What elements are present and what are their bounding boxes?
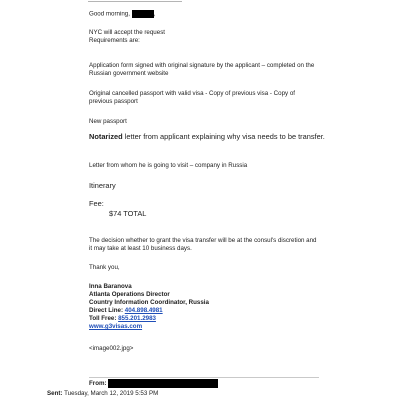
greeting-text: Good morning, xyxy=(89,10,130,18)
signature-role: Country Information Coordinator, Russia xyxy=(89,299,209,306)
signature-title: Atlanta Operations Director xyxy=(89,291,170,298)
greeting-line xyxy=(89,10,155,19)
decision-paragraph: The decision whether to grant the visa transfer will be at the consul's discretion and it may take at least 10 business days. xyxy=(89,237,317,252)
fee-label: Fee: xyxy=(89,199,104,208)
requirement-new-passport: New passport xyxy=(89,118,127,125)
intro-line-1: NYC will accept the request xyxy=(89,29,166,36)
fee-total: $74 TOTAL xyxy=(109,209,147,218)
header-divider xyxy=(89,377,319,378)
sent-value: Tuesday, March 12, 2019 5:53 PM xyxy=(62,390,159,397)
sent-label: Sent: xyxy=(47,390,63,397)
notarized-word: Notarized xyxy=(89,132,123,141)
toll-free-label: Toll Free: xyxy=(89,315,119,322)
direct-line-link[interactable]: 404.898.4981 xyxy=(124,307,163,314)
toll-free-link[interactable]: 855.201.2983 xyxy=(118,315,156,322)
requirement-application-form: Application form signed with original signature by the applicant – completed on the Russian government website xyxy=(89,62,315,77)
requirement-cancelled-passport: Original cancelled passport with valid visa - Copy of previous visa - Copy of previous passport xyxy=(89,90,295,105)
notarized-rest: letter from applicant explaining why visa needs to be transfer. xyxy=(122,132,325,141)
image-placeholder: <image002.jpg> xyxy=(89,345,134,352)
signature-website xyxy=(89,323,142,331)
direct-line-label: Direct Line: xyxy=(89,307,125,314)
requirement-invitation-letter: Letter from whom he is going to visit – company in Russia xyxy=(89,162,248,169)
signature-direct-line xyxy=(89,307,163,315)
signature-toll-free xyxy=(89,315,156,323)
from-label: From: xyxy=(89,380,107,387)
signature-name: Inna Baranova xyxy=(89,283,132,290)
thank-you: Thank you, xyxy=(89,264,120,271)
intro-line-2: Requirements are: xyxy=(89,37,140,44)
redacted-name xyxy=(132,10,154,18)
sent-line xyxy=(47,390,158,398)
top-divider xyxy=(88,1,182,2)
website-link[interactable]: www.g3visas.com xyxy=(89,323,143,330)
redacted-from xyxy=(108,379,218,388)
requirement-itinerary: Itinerary xyxy=(89,181,116,190)
greeting-comma: , xyxy=(153,10,156,18)
requirement-notarized-letter xyxy=(89,132,325,141)
